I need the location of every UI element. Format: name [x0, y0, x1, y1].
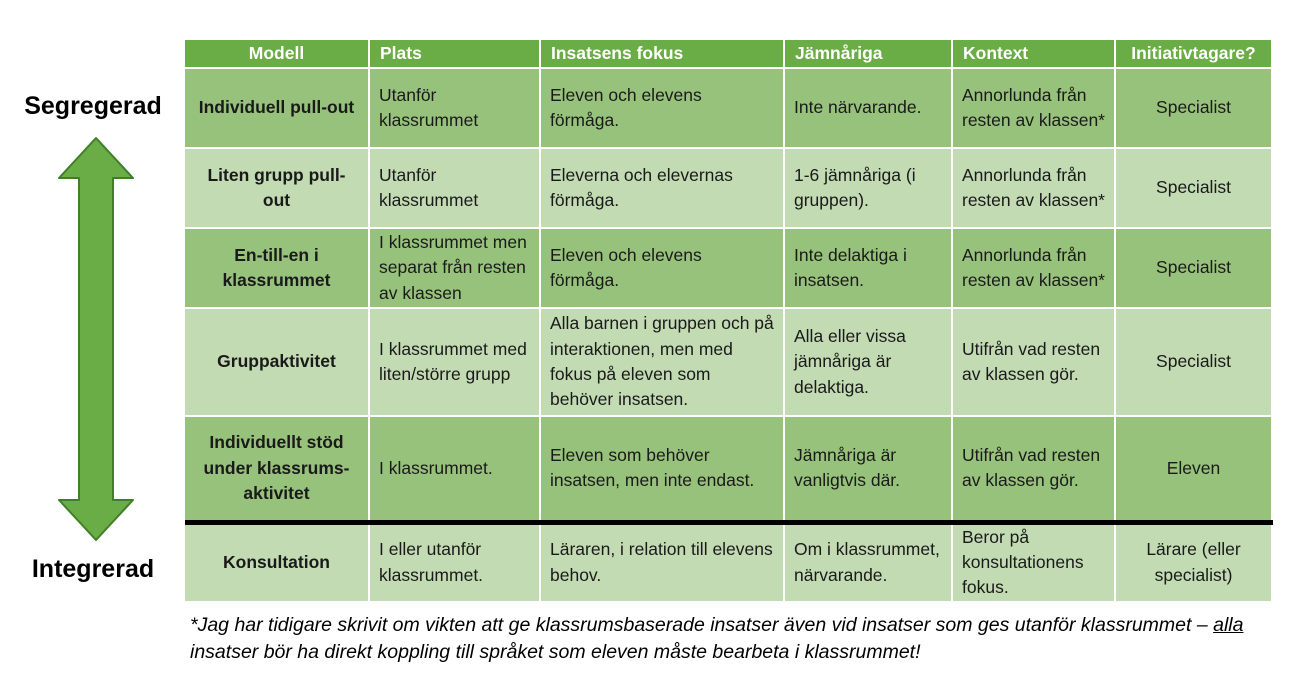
cell-fokus: Eleverna och elevernas förmåga.: [540, 148, 784, 228]
table-header-row: [185, 40, 1272, 68]
cell-kontext: Beror på konsultationens fokus.: [952, 522, 1115, 602]
cell-plats: I klassrummet men separat från resten av klassen: [369, 228, 540, 308]
cell-fokus: Eleven och elevens förmåga.: [540, 68, 784, 148]
segregated-label: Segregerad: [24, 92, 162, 120]
cell-modell: Individuellt stöd under klassrums-aktivitet: [185, 416, 369, 522]
header-initiativtagare: Initiativtagare?: [1115, 40, 1272, 68]
cell-jamnariga: 1-6 jämnåriga (i gruppen).: [784, 148, 952, 228]
cell-modell: Konsultation: [185, 522, 369, 602]
cell-plats: Utanför klassrummet: [369, 148, 540, 228]
cell-kontext: Annorlunda från resten av klassen*: [952, 148, 1115, 228]
header-modell: Modell: [185, 40, 369, 68]
header-kontext: Kontext: [952, 40, 1115, 68]
header-jamnariga: Jämnåriga: [784, 40, 952, 68]
header-plats: Plats: [369, 40, 540, 68]
cell-jamnariga: Jämnåriga är vanligtvis där.: [784, 416, 952, 522]
cell-kontext: Annorlunda från resten av klassen*: [952, 228, 1115, 308]
cell-initiativtagare: Specialist: [1115, 308, 1272, 416]
cell-plats: I klassrummet med liten/större grupp: [369, 308, 540, 416]
integrated-label: Integrerad: [31, 555, 155, 583]
cell-modell: Liten grupp pull-out: [185, 148, 369, 228]
cell-modell: En-till-en i klassrummet: [185, 228, 369, 308]
cell-fokus: Alla barnen i gruppen och på interaktionen, men med fokus på eleven som behöver insatsen.: [540, 308, 784, 416]
cell-jamnariga: Alla eller vissa jämnåriga är delaktiga.: [784, 308, 952, 416]
cell-initiativtagare: Lärare (eller specialist): [1115, 522, 1272, 602]
cell-modell: Individuell pull-out: [185, 68, 369, 148]
table-row: [185, 308, 1272, 416]
footnote-text: *Jag har tidigare skrivit om vikten att ge klassrumsbaserade insatser även vid insatser som ges utanför klassrummet –: [190, 614, 1214, 636]
cell-fokus: Läraren, i relation till elevens behov.: [540, 522, 784, 602]
cell-kontext: Annorlunda från resten av klassen*: [952, 68, 1115, 148]
double-arrow-icon: [56, 136, 136, 542]
table-row: [185, 148, 1272, 228]
models-table: [185, 40, 1273, 603]
cell-initiativtagare: Eleven: [1115, 416, 1272, 522]
cell-fokus: Eleven som behöver insatsen, men inte endast.: [540, 416, 784, 522]
cell-initiativtagare: Specialist: [1115, 68, 1272, 148]
table-row: [185, 68, 1272, 148]
table-row: [185, 522, 1272, 602]
footnote-emphasis: alla: [1213, 614, 1244, 636]
cell-plats: I eller utanför klassrummet.: [369, 522, 540, 602]
cell-jamnariga: Inte närvarande.: [784, 68, 952, 148]
cell-plats: Utanför klassrummet: [369, 68, 540, 148]
cell-initiativtagare: Specialist: [1115, 228, 1272, 308]
cell-plats: I klassrummet.: [369, 416, 540, 522]
cell-fokus: Eleven och elevens förmåga.: [540, 228, 784, 308]
footnote-text-end: insatser bör ha direkt koppling till språket som eleven måste bearbeta i klassrummet!: [190, 640, 921, 663]
table-row: [185, 228, 1272, 308]
cell-initiativtagare: Specialist: [1115, 148, 1272, 228]
cell-modell: Gruppaktivitet: [185, 308, 369, 416]
header-insatsens-fokus: Insatsens fokus: [540, 40, 784, 68]
cell-kontext: Utifrån vad resten av klassen gör.: [952, 416, 1115, 522]
cell-jamnariga: Om i klassrummet, närvarande.: [784, 522, 952, 602]
cell-kontext: Utifrån vad resten av klassen gör.: [952, 308, 1115, 416]
cell-jamnariga: Inte delaktiga i insatsen.: [784, 228, 952, 308]
table-row: [185, 416, 1272, 522]
footnote: [190, 612, 1290, 665]
